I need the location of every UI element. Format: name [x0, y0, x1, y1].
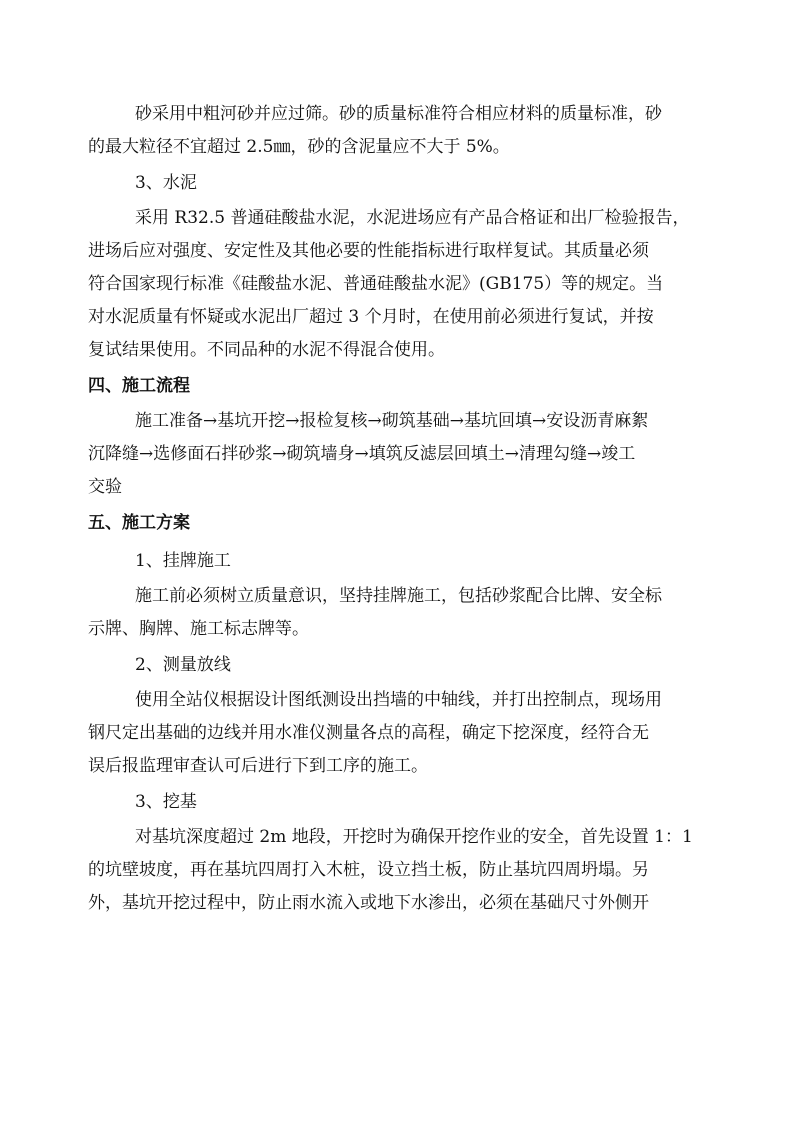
cement-line-5: 复试结果使用。不同品种的水泥不得混合使用。: [88, 340, 445, 360]
survey-line-2: 钢尺定出基础的边线并用水准仪测量各点的高程，确定下挖深度，经符合无: [88, 723, 649, 743]
section5-heading: 五、施工方案: [88, 513, 190, 533]
sand-paragraph: [88, 98, 719, 164]
flow-line-2: 沉降缝→选修面石拌砂浆→砌筑墙身→填筑反滤层回填土→清理勾缝→竣工: [88, 444, 636, 464]
excavation-line-1: 对基坑深度超过 2m 地段，开挖时为确保开挖作业的安全，首先设置 1：1: [135, 827, 693, 847]
flow-line-1: 施工准备→基坑开挖→报检复核→砌筑基础→基坑回填→安设沥青麻絮: [135, 411, 649, 431]
cement-line-2: 进场后应对强度、安定性及其他必要的性能指标进行取样复试。其质量必须: [88, 241, 649, 261]
excavation-heading: 3、挖基: [135, 792, 197, 812]
survey-line-1: 使用全站仪根据设计图纸测设出挡墙的中轴线，并打出控制点，现场用: [135, 690, 662, 710]
sign-heading: 1、挂牌施工: [135, 551, 231, 571]
excavation-paragraph: [88, 821, 719, 920]
survey-paragraph: [88, 684, 719, 783]
flow-line-3: 交验: [88, 477, 122, 497]
cement-line-4: 对水泥质量有怀疑或水泥出厂超过 3 个月时，在使用前必须进行复试，并按: [88, 307, 654, 327]
survey-line-3: 误后报监理审查认可后进行下到工序的施工。: [88, 756, 428, 776]
sign-line-2: 示牌、胸牌、施工标志牌等。: [88, 619, 309, 639]
section4-heading: 四、施工流程: [88, 376, 190, 396]
sign-paragraph: [88, 580, 719, 646]
cement-paragraph: [88, 202, 719, 367]
cement-heading: 3、水泥: [135, 173, 197, 193]
cement-line-1: 采用 R32.5 普通硅酸盐水泥，水泥进场应有产品合格证和出厂检验报告，: [135, 208, 690, 228]
survey-heading: 2、测量放线: [135, 655, 231, 675]
excavation-line-2: 的坑壁坡度，再在基坑四周打入木桩，设立挡土板，防止基坑四周坍塌。另: [88, 860, 649, 880]
cement-line-3: 符合国家现行标准《硅酸盐水泥、普通硅酸盐水泥》(GB175）等的规定。当: [88, 274, 664, 294]
sand-line-1: 砂采用中粗河砂并应过筛。砂的质量标准符合相应材料的质量标准，砂: [135, 104, 662, 124]
sand-line-2: 的最大粒径不宜超过 2.5㎜，砂的含泥量应不大于 5%。: [88, 137, 510, 157]
excavation-line-3: 外，基坑开挖过程中，防止雨水流入或地下水渗出，必须在基础尺寸外侧开: [88, 893, 649, 913]
flow-paragraph: [88, 405, 719, 504]
sign-line-1: 施工前必须树立质量意识，坚持挂牌施工，包括砂浆配合比牌、安全标: [135, 586, 662, 606]
